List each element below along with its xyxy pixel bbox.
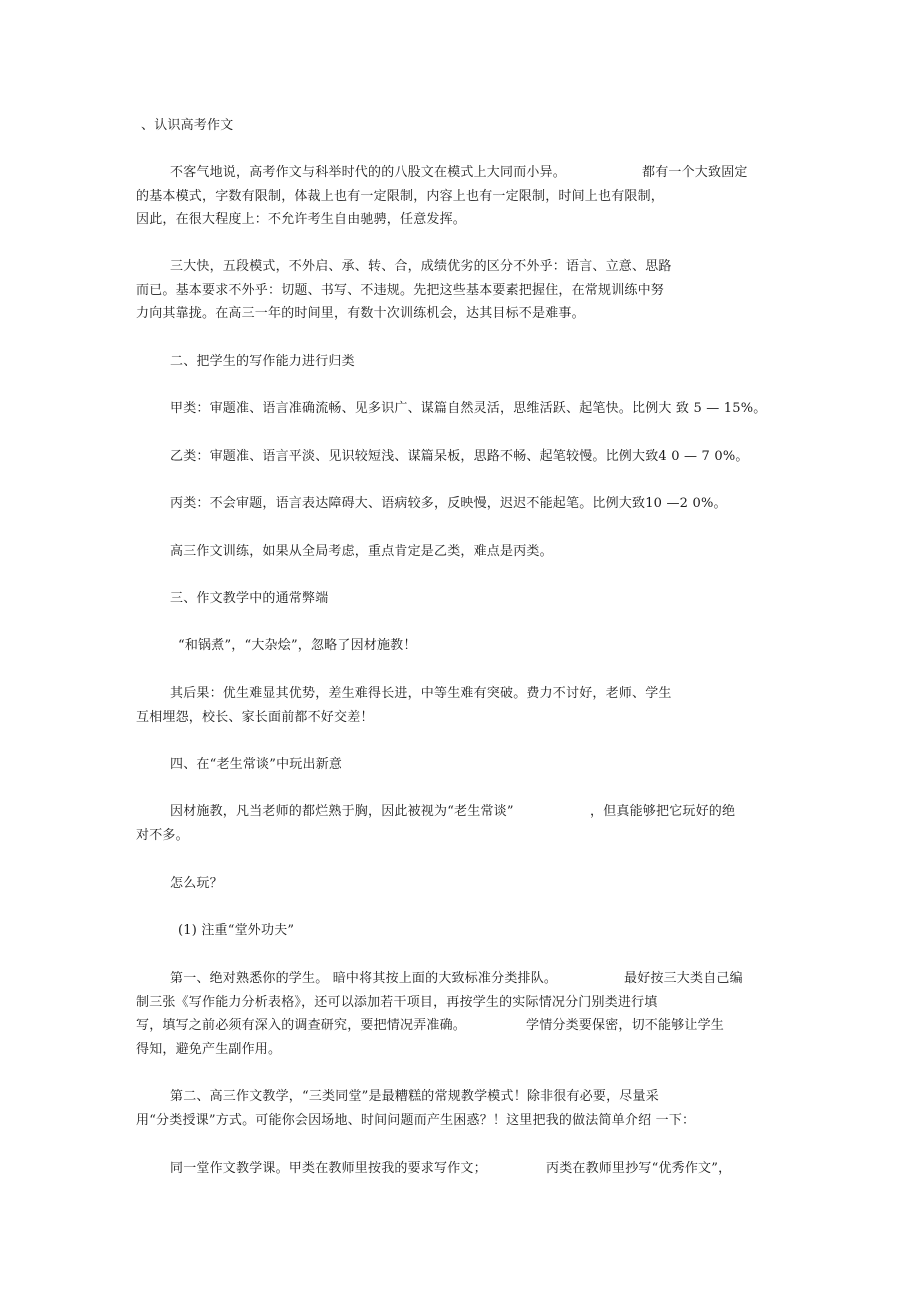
paragraph-2-line-1: 三大快，五段模式，不外启、承、转、合，成绩优劣的区分不外乎：语言、立意、思路	[170, 259, 672, 274]
section-heading-4: 四、在“老生常谈”中玩出新意	[170, 757, 343, 772]
subsection-heading-1: (1) 注重“堂外功夫”	[178, 923, 295, 938]
paragraph-first-line-4: 得知，避免产生副作用。	[136, 1042, 282, 1057]
class-c-description: 丙类：不会审题，语言表达障碍大、语病较多，反映慢，迟迟不能起笔。比例大致10 —2 0%。	[170, 496, 727, 511]
paragraph-focus: 高三作文训练，如果从全局考虑，重点肯定是乙类，难点是丙类。	[170, 544, 553, 559]
paragraph-1-line-1b: 都有一个大致固定	[642, 165, 748, 180]
section-heading-1: 、认识高考作文	[141, 118, 234, 133]
section-heading-3: 三、作文教学中的通常弊端	[170, 591, 329, 606]
section-heading-2: 二、把学生的写作能力进行归类	[170, 354, 355, 369]
paragraph-second-line-2: 用“分类授课”方式。可能你会因场地、时间问题而产生困惑？！这里把我的做法简单介绍 一下：	[136, 1113, 696, 1128]
paragraph-new-line-2: 对不多。	[136, 828, 189, 843]
paragraph-first-line-1b: 最好按三大类自己编	[624, 971, 743, 986]
paragraph-2-line-2: 而已。基本要求不外乎：切题、书写、不违规。先把这些基本要素把握住，在常规训练中努	[136, 283, 665, 298]
paragraph-second-line-1: 第二、高三作文教学，“三类同堂”是最糟糕的常规教学模式！除非很有必要，尽量采	[170, 1089, 659, 1104]
paragraph-first-line-3b: 学情分类要保密，切不能够让学生	[526, 1018, 725, 1033]
paragraph-first-line-3a: 写，填写之前必须有深入的调查研究，要把情况弄准确。	[136, 1018, 467, 1033]
paragraph-drawback: “和锅煮”，“大杂烩”，忽略了因材施教！	[178, 638, 417, 653]
paragraph-1-line-3: 因此，在很大程度上：不允许考生自由驰骋，任意发挥。	[136, 212, 467, 227]
paragraph-1-line-1a: 不客气地说，高考作文与科举时代的的八股文在模式上大同而小异。	[170, 165, 567, 180]
paragraph-new-line-1b: ，但真能够把它玩好的绝	[590, 804, 736, 819]
paragraph-third-line-1a: 同一堂作文教学课。甲类在教师里按我的要求写作文；	[170, 1161, 487, 1176]
paragraph-third-line-1b: 丙类在教师里抄写“优秀作文”，	[546, 1161, 732, 1176]
paragraph-first-line-2: 制三张《写作能力分析表格》，还可以添加若干项目，再按学生的实际情况分门别类进行填	[136, 995, 658, 1010]
class-a-description: 甲类：审题准、语言准确流畅、见多识广、谋篇自然灵活，思维活跃、起笔快。比例大 致 5 — 15%。	[170, 401, 767, 416]
paragraph-new-line-1a: 因材施教，凡当老师的都烂熟于胸，因此被视为“老生常谈”	[170, 804, 514, 819]
paragraph-result-line-1: 其后果：优生难显其优势，差生难得长进，中等生难有突破。费力不讨好，老师、学生	[170, 686, 672, 701]
class-b-description: 乙类：审题准、语言平淡、见识较短浅、谋篇呆板，思路不畅、起笔较慢。比例大致4 0 — 7 0%。	[170, 449, 749, 464]
paragraph-2-line-3: 力向其靠拢。在高三一年的时间里，有数十次训练机会，达其目标不是难事。	[136, 306, 585, 321]
paragraph-result-line-2: 互相埋怨，校长、家长面前都不好交差！	[136, 710, 374, 725]
paragraph-first-line-1a: 第一、绝对熟悉你的学生。 暗中将其按上面的大致标准分类排队。	[170, 971, 558, 986]
paragraph-1-line-2: 的基本模式，字数有限制，体裁上也有一定限制，内容上也有一定限制，时间上也有限制，	[136, 189, 665, 204]
paragraph-how: 怎么玩？	[170, 876, 223, 891]
